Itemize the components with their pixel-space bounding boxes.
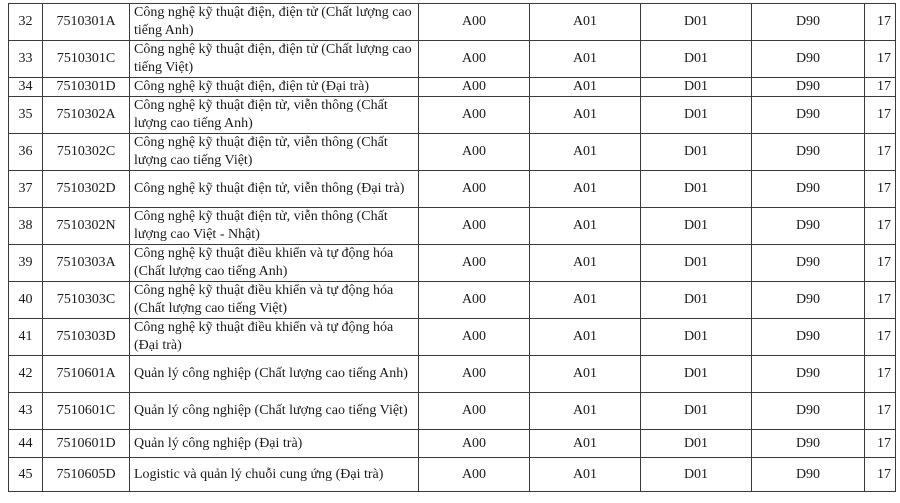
min-score: 17: [865, 78, 896, 97]
row-number: 39: [9, 245, 43, 282]
min-score: 17: [865, 134, 896, 171]
subject-block-2: A01: [530, 208, 641, 245]
program-name: Quản lý công nghiệp (Đại trà): [130, 430, 419, 458]
subject-block-1: A00: [419, 430, 530, 458]
subject-block-3: D01: [641, 319, 752, 356]
table-row: [9, 208, 896, 245]
subject-block-3: D01: [641, 430, 752, 458]
subject-block-4: D90: [752, 430, 865, 458]
program-code: 7510302A: [43, 97, 130, 134]
row-number: 32: [9, 4, 43, 41]
subject-block-1: A00: [419, 4, 530, 41]
subject-block-4: D90: [752, 171, 865, 208]
table-row: [9, 356, 896, 393]
row-number: 43: [9, 393, 43, 430]
subject-block-2: A01: [530, 458, 641, 492]
subject-block-3: D01: [641, 41, 752, 78]
program-name: Công nghệ kỹ thuật điện, điện tử (Đại trà): [130, 78, 419, 97]
subject-block-3: D01: [641, 245, 752, 282]
program-name: Công nghệ kỹ thuật điều khiển và tự động hóa (Đại trà): [130, 319, 419, 356]
subject-block-3: D01: [641, 97, 752, 134]
subject-block-2: A01: [530, 282, 641, 319]
row-number: 40: [9, 282, 43, 319]
table-row: [9, 4, 896, 41]
subject-block-4: D90: [752, 208, 865, 245]
subject-block-2: A01: [530, 393, 641, 430]
row-number: 34: [9, 78, 43, 97]
min-score: 17: [865, 4, 896, 41]
subject-block-3: D01: [641, 208, 752, 245]
subject-block-4: D90: [752, 41, 865, 78]
table-row: [9, 458, 896, 492]
subject-block-4: D90: [752, 4, 865, 41]
program-name: Công nghệ kỹ thuật điều khiển và tự động hóa (Chất lượng cao tiếng Anh): [130, 245, 419, 282]
program-code: 7510302N: [43, 208, 130, 245]
table-row: [9, 78, 896, 97]
subject-block-2: A01: [530, 356, 641, 393]
row-number: 44: [9, 430, 43, 458]
min-score: 17: [865, 319, 896, 356]
subject-block-3: D01: [641, 282, 752, 319]
subject-block-1: A00: [419, 171, 530, 208]
subject-block-1: A00: [419, 245, 530, 282]
min-score: 17: [865, 356, 896, 393]
row-number: 37: [9, 171, 43, 208]
subject-block-2: A01: [530, 4, 641, 41]
subject-block-2: A01: [530, 430, 641, 458]
program-code: 7510303A: [43, 245, 130, 282]
subject-block-1: A00: [419, 97, 530, 134]
table-row: [9, 319, 896, 356]
subject-block-2: A01: [530, 134, 641, 171]
min-score: 17: [865, 430, 896, 458]
table-row: [9, 393, 896, 430]
table-row: [9, 41, 896, 78]
admissions-table: [8, 3, 896, 492]
subject-block-2: A01: [530, 245, 641, 282]
program-name: Quản lý công nghiệp (Chất lượng cao tiếng Anh): [130, 356, 419, 393]
row-number: 41: [9, 319, 43, 356]
row-number: 36: [9, 134, 43, 171]
subject-block-4: D90: [752, 282, 865, 319]
subject-block-2: A01: [530, 171, 641, 208]
subject-block-4: D90: [752, 78, 865, 97]
program-name: Công nghệ kỹ thuật điện tử, viễn thông (Đại trà): [130, 171, 419, 208]
subject-block-2: A01: [530, 78, 641, 97]
subject-block-2: A01: [530, 41, 641, 78]
program-name: Công nghệ kỹ thuật điện tử, viễn thông (Chất lượng cao tiếng Anh): [130, 97, 419, 134]
min-score: 17: [865, 208, 896, 245]
subject-block-3: D01: [641, 393, 752, 430]
subject-block-1: A00: [419, 319, 530, 356]
subject-block-4: D90: [752, 245, 865, 282]
program-code: 7510605D: [43, 458, 130, 492]
table-row: [9, 97, 896, 134]
subject-block-1: A00: [419, 282, 530, 319]
program-code: 7510302C: [43, 134, 130, 171]
min-score: 17: [865, 171, 896, 208]
subject-block-1: A00: [419, 78, 530, 97]
program-code: 7510301A: [43, 4, 130, 41]
row-number: 45: [9, 458, 43, 492]
program-name: Công nghệ kỹ thuật điện tử, viễn thông (Chất lượng cao tiếng Việt): [130, 134, 419, 171]
program-name: Công nghệ kỹ thuật điều khiển và tự động hóa (Chất lượng cao tiếng Việt): [130, 282, 419, 319]
table-row: [9, 171, 896, 208]
subject-block-1: A00: [419, 208, 530, 245]
subject-block-3: D01: [641, 356, 752, 393]
min-score: 17: [865, 41, 896, 78]
row-number: 42: [9, 356, 43, 393]
subject-block-4: D90: [752, 319, 865, 356]
subject-block-1: A00: [419, 356, 530, 393]
program-name: Công nghệ kỹ thuật điện, điện tử (Chất lượng cao tiếng Anh): [130, 4, 419, 41]
subject-block-3: D01: [641, 134, 752, 171]
subject-block-3: D01: [641, 171, 752, 208]
program-name: Công nghệ kỹ thuật điện, điện tử (Chất lượng cao tiếng Việt): [130, 41, 419, 78]
program-code: 7510303C: [43, 282, 130, 319]
table-row: [9, 282, 896, 319]
row-number: 33: [9, 41, 43, 78]
program-code: 7510601D: [43, 430, 130, 458]
program-code: 7510301D: [43, 78, 130, 97]
subject-block-1: A00: [419, 393, 530, 430]
subject-block-4: D90: [752, 393, 865, 430]
program-name: Logistic và quản lý chuỗi cung ứng (Đại trà): [130, 458, 419, 492]
table-row: [9, 134, 896, 171]
program-code: 7510302D: [43, 171, 130, 208]
subject-block-3: D01: [641, 4, 752, 41]
min-score: 17: [865, 393, 896, 430]
program-code: 7510601A: [43, 356, 130, 393]
subject-block-2: A01: [530, 319, 641, 356]
table-row: [9, 245, 896, 282]
min-score: 17: [865, 282, 896, 319]
subject-block-1: A00: [419, 41, 530, 78]
program-code: 7510601C: [43, 393, 130, 430]
subject-block-1: A00: [419, 134, 530, 171]
program-name: Công nghệ kỹ thuật điện tử, viễn thông (Chất lượng cao Việt - Nhật): [130, 208, 419, 245]
table-body: [9, 4, 896, 492]
subject-block-3: D01: [641, 458, 752, 492]
min-score: 17: [865, 458, 896, 492]
subject-block-3: D01: [641, 78, 752, 97]
min-score: 17: [865, 97, 896, 134]
program-name: Quản lý công nghiệp (Chất lượng cao tiếng Việt): [130, 393, 419, 430]
min-score: 17: [865, 245, 896, 282]
row-number: 38: [9, 208, 43, 245]
subject-block-4: D90: [752, 356, 865, 393]
subject-block-1: A00: [419, 458, 530, 492]
subject-block-4: D90: [752, 134, 865, 171]
subject-block-4: D90: [752, 97, 865, 134]
program-code: 7510301C: [43, 41, 130, 78]
subject-block-4: D90: [752, 458, 865, 492]
row-number: 35: [9, 97, 43, 134]
table-row: [9, 430, 896, 458]
subject-block-2: A01: [530, 97, 641, 134]
program-code: 7510303D: [43, 319, 130, 356]
